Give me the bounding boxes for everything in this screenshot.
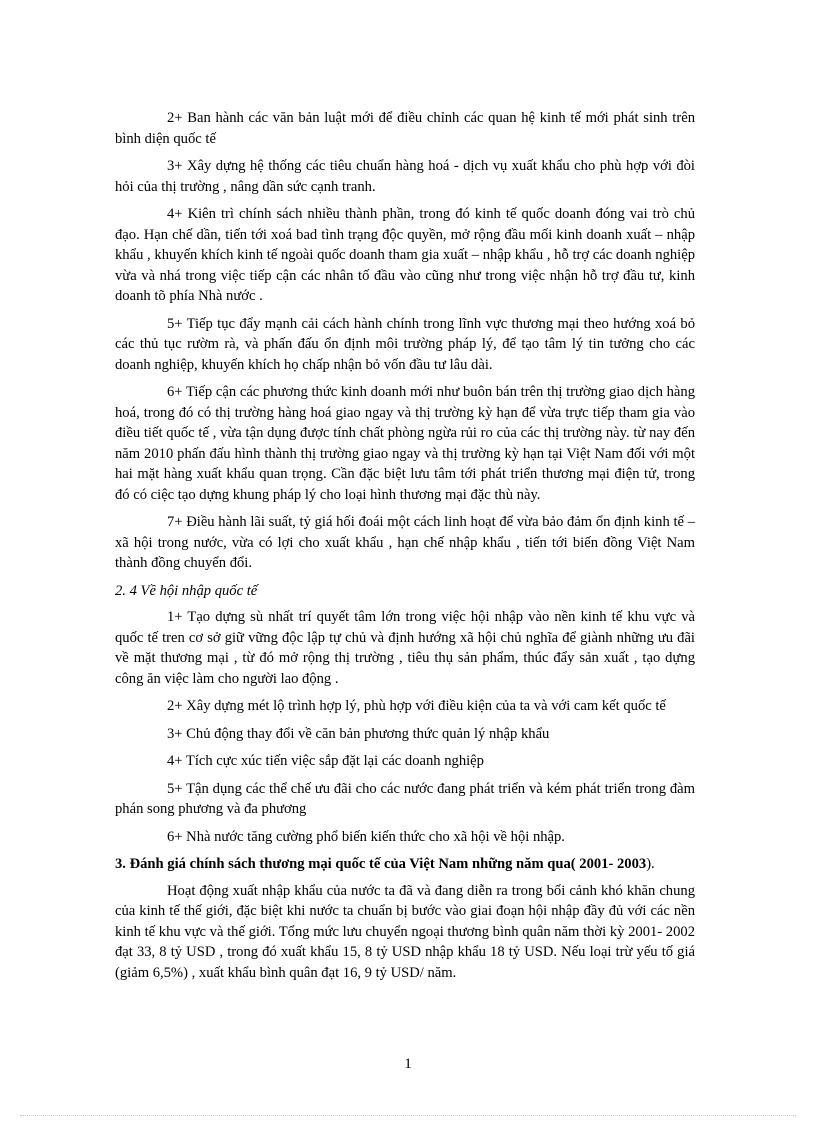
- paragraph-item-5: 5+ Tiếp tục đẩy mạnh cải cách hành chính trong lĩnh vực thương mại theo hướng xoá bỏ các thủ tục rườm rà, và phấn đấu ổn định môi trường pháp lý, để tạo tâm lý tin tưởng cho các doanh nghiệp, khuyến khích họ chấp nhận bỏ vốn đầu tư lâu dài.: [115, 315, 695, 373]
- integration-item-4: 4+ Tích cực xúc tiến việc sắp đặt lại các doanh nghiệp: [167, 753, 484, 769]
- integration-item-5: 5+ Tận dụng các thể chế ưu đãi cho các nước đang phát triển và kém phát triển trong đàm phán song phương và đa phương: [115, 780, 695, 817]
- footer-divider: [20, 1115, 796, 1116]
- paragraph-item-4: 4+ Kiên trì chính sách nhiều thành phần, trong đó kinh tế quốc doanh đóng vai trò chủ đạo. Hạn chế dần, tiến tới xoá bad tình trạng độc quyền, mở rộng đầu mối kinh doanh xuất – nhập khẩu , khuyến khích kinh tế ngoài quốc doanh tham gia xuất – nhập khẩu , hỗ trợ các doanh nghiệp vừa và nhá trong việc tiếp cận các nhân tố đầu vào cũng như trong việc nhận hỗ trợ đầu tư, kinh doanh tõ phía Nhà nước .: [115, 206, 695, 304]
- integration-item-2: 2+ Xây dựng mét lộ trình hợp lý, phù hợp với điều kiện của ta và với cam kết quốc tế: [167, 698, 666, 714]
- integration-item-6: 6+ Nhà nước tăng cường phổ biến kiến thức cho xã hội về hội nhập.: [167, 828, 565, 845]
- paragraph-item-6: 6+ Tiếp cận các phương thức kinh doanh mới như buôn bán trên thị trường giao dịch hàng hoá, trong đó có thị trường hàng hoá giao ngay và thị trường kỳ hạn để vừa trực tiếp tham gia vào điều tiết quốc tế , vừa tận dụng được tính chất phòng ngừa rủi ro của các thị trường này. từ nay đến năm 2010 phấn đấu hình thành thị trường giao ngay và thị trường kỳ hạn tại Việt Nam đối với một hai mặt hàng xuất khẩu quan trọng. Cần đặc biệt lưu tâm tới phát triển thương mại điện tử, trong đó có ciệc tạo dựng khung pháp lý cho loại hình thương mại đặc thù này.: [115, 384, 695, 503]
- integration-item-3: 3+ Chủ động thay đổi về căn bản phương thức quản lý nhập khẩu: [167, 725, 550, 742]
- paragraph-item-2: 2+ Ban hành các văn bản luật mới để điều chỉnh các quan hệ kinh tế mới phát sinh trên bình diện quốc tế: [115, 110, 695, 147]
- section-heading-3-tail: ).: [646, 856, 655, 872]
- section-heading-3: [115, 854, 695, 875]
- integration-item-1: 1+ Tạo dựng sù nhất trí quyết tâm lớn trong việc hội nhập vào nền kinh tế khu vực và quốc tế tren cơ sở giữ vững độc lập tự chủ và định hướng xã hội chủ nghĩa để giành những ưu đãi về mặt thương mại , từ đó mở rộng thị trường , tiêu thụ sản phẩm, thúc đẩy sản xuất , tạo dựng công ăn việc làm cho người lao động .: [115, 609, 695, 687]
- section-heading-3-bold: 3. Đánh giá chính sách thương mại quốc tế của Việt Nam những năm qua( 2001- 2003: [115, 856, 647, 872]
- section-heading-2-4: 2. 4 Về hội nhập quốc tế: [115, 582, 258, 599]
- document-body: [115, 108, 695, 990]
- paragraph-item-3: 3+ Xây dựng hệ thống các tiêu chuẩn hàng hoá - dịch vụ xuất khẩu cho phù hợp với đòi hỏi của thị trường , nâng dần sức cạnh tranh.: [115, 158, 695, 195]
- paragraph-item-7: 7+ Điều hành lãi suất, tỷ giá hối đoái một cách linh hoạt để vừa bảo đảm ổn định kinh tế – xã hội trong nước, vừa có lợi cho xuất khẩu , hạn chế nhập khẩu , tiến tới biến đồng Việt Nam thành đồng chuyển đổi.: [115, 514, 695, 571]
- page-number: 1: [404, 1056, 412, 1072]
- assessment-paragraph: Hoạt động xuất nhập khẩu của nước ta đã và đang diễn ra trong bối cảnh khó khăn chung của kinh tế thế giới, đặc biệt khi nước ta chuẩn bị bước vào giai đoạn hội nhập đầy đủ với các nền kinh tế khu vực và thế giới. Tổng mức lưu chuyển ngoại thương bình quân năm thời kỳ 2001- 2002 đạt 33, 8 tỷ USD , trong đó xuất khẩu 15, 8 tỷ USD nhập khẩu 18 tỷ USD. Nếu loại trừ yếu tố giá (giảm 6,5%) , xuất khẩu bình quân đạt 16, 9 tỷ USD/ năm.: [115, 882, 695, 981]
